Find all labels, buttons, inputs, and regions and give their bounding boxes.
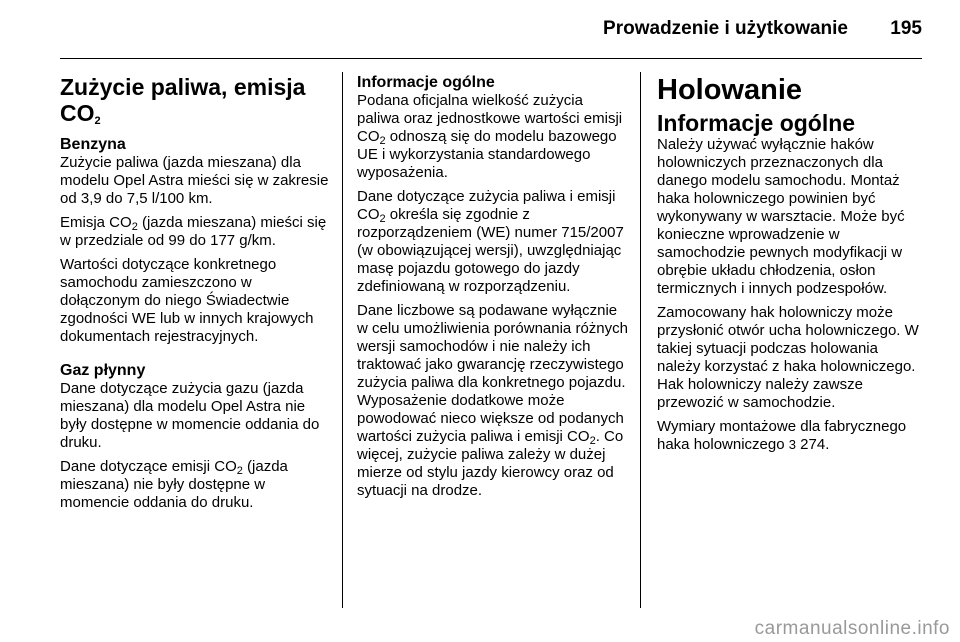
page-reference-icon[interactable]: 3	[788, 437, 796, 452]
towing-subheading: Informacje ogólne	[657, 110, 856, 136]
general-info-paragraph: Podana oficjalna wielkość zużycia paliwa oraz jednostkowe wartości emisji $CO_2$ odnoszą się do modelu bazowego UE i wykorzystania standardowego wyposażenia.	[357, 92, 623, 181]
column-right	[657, 74, 925, 460]
column-divider	[342, 72, 343, 608]
benzyna-values-paragraph: Wartości dotyczące konkretnego samochodu zamieszczono w dołączonym do niego Świadectwie zgodności WE lub w innych krajowych dokumentach rejestracyjnych.	[60, 256, 314, 345]
benzyna-title: Benzyna	[60, 136, 126, 153]
benzyna-paragraph: Zużycie paliwa (jazda mieszana) dla modelu Opel Astra mieści się w zakresie od 3,9 do 7,5 l/100 km.	[60, 154, 329, 207]
benzyna-emission-paragraph: Emisja $CO_2$ (jazda mieszana) mieści się w przedziale od 99 do 177 g/km.	[60, 214, 327, 249]
general-info-title: Informacje ogólne	[357, 74, 495, 91]
column-divider	[640, 72, 641, 608]
towing-hook-paragraph: Zamocowany hak holowniczy może przysłonić otwór ucha holowniczego. W takiej sytuacji podczas holowania należy korzystać z haka holowniczego. Hak holowniczy należy zawsze przewozić w samochodzie.	[657, 304, 919, 411]
gaz-emission-paragraph: Dane dotyczące emisji $CO_2$ (jazda mieszana) nie były dostępne w momencie oddania do druku.	[60, 458, 288, 511]
gaz-title: Gaz płynny	[60, 362, 146, 379]
section-heading-fuel: Zużycie paliwa, emisja $CO_2$	[60, 74, 306, 127]
regulation-paragraph: Dane dotyczące zużycia paliwa i emisji $CO_2$ określa się zgodnie z rozporządzeniem (WE) numer 715/2007 (w obowiązującej wersji), uwzględniając masę pojazdu gotowego do jazdy zdefiniowaną w rozporządzeniu.	[357, 188, 624, 295]
header-title: Prowadzenie i użytkowanie	[603, 18, 848, 39]
page-header	[0, 0, 960, 62]
column-middle	[357, 74, 629, 506]
comparison-paragraph: Dane liczbowe są podawane wyłącznie w celu umożliwienia porównania różnych wersji samochodów i nie należy ich traktować jako gwarancję rzeczywistego zużycia paliwa dla konkretnego pojazdu. Wyposażenie dodatkowe może powodować nieco większe od podanych wartości zużycia paliwa i emisji $CO_2$. Co więcej, zużycie paliwa zależy w dużej mierze od stylu jazdy kierowcy oraz od sytuacji na drodze.	[357, 302, 628, 499]
towing-heading: Holowanie	[657, 74, 803, 106]
towing-paragraph: Należy używać wyłącznie haków holowniczych przeznaczonych dla danego modelu samochodu. Montaż haka holowniczego powinien być wykonywany w warsztacie. Może być konieczne wprowadzenie w samochodzie pewnych modyfikacji w obrębie układu chłodzenia, osłon termicznych i innych podzespołów.	[657, 136, 905, 297]
header-rule	[60, 58, 922, 59]
towing-dimensions-paragraph: Wymiary montażowe dla fabrycznego haka holowniczego 3 274.	[657, 418, 907, 453]
column-left	[60, 74, 330, 518]
gaz-paragraph: Dane dotyczące zużycia gazu (jazda mieszana) dla modelu Opel Astra nie były dostępne w momencie oddania do druku.	[60, 380, 320, 451]
watermark: carmanualsonline.info	[754, 618, 950, 639]
page-number: 195	[890, 18, 922, 39]
